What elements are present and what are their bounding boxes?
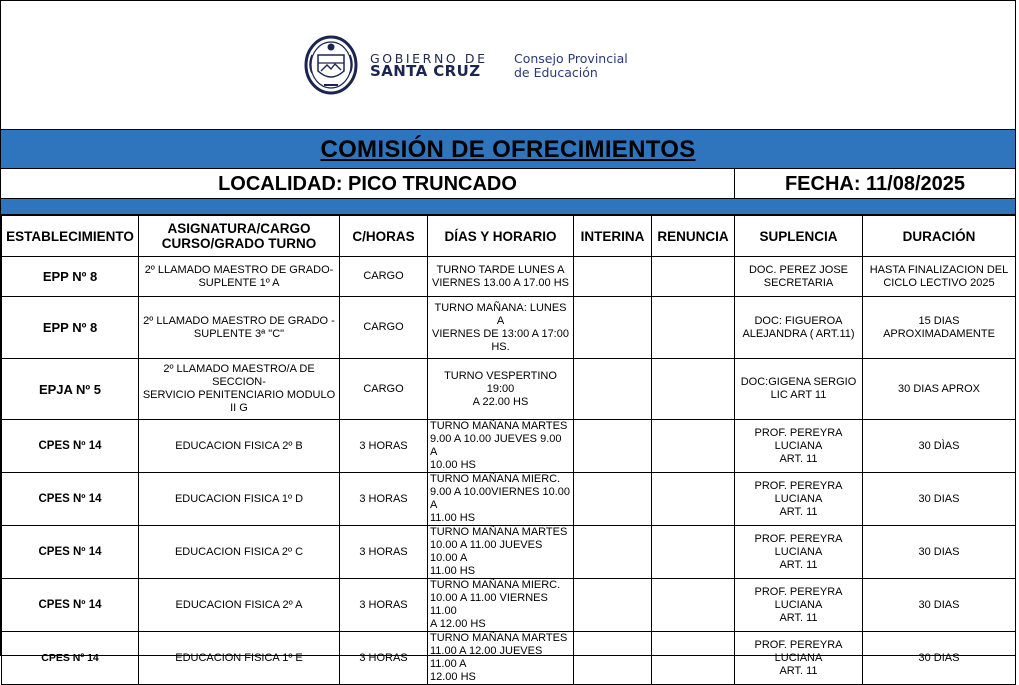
cell-horas: 3 HORAS [340,473,428,526]
col-renuncia: RENUNCIA [652,216,735,257]
cell-dias [428,297,574,359]
cell-dias [428,473,574,526]
cell-establecimiento: CPES Nº 14 [2,473,139,526]
cell-line: 30 DIAS [918,545,960,558]
cell-renuncia [652,473,735,526]
cell-line: 30 DIAS APROX [898,382,980,395]
cell-asignatura [139,420,340,473]
cell-line: 30 DÌAS [918,439,960,452]
cell-establecimiento: EPP Nº 8 [2,257,139,297]
government-label: GOBIERNO DE [370,51,488,66]
table-row [2,579,1016,632]
cell-line: 30 DIAS [918,492,960,505]
cell-line: TURNO TARDE LUNES A [436,263,565,276]
cell-dias [428,257,574,297]
cell-line: SUPLENTE 3ª "C" [193,327,285,340]
cell-establecimiento: CPES Nº 14 [2,579,139,632]
cell-line: 10.00 A 11.00 VIERNES 11.00 [430,592,548,617]
table-row [2,257,1016,297]
cell-line: 10.00 HS [430,459,476,471]
cell-line: VIERNES DE 13:00 A 17:00 [432,327,569,340]
cell-suplencia [735,632,863,685]
cell-line: EDUCACION FISICA 2º A [175,598,303,611]
cell-horas: CARGO [340,359,428,420]
cell-horas: 3 HORAS [340,526,428,579]
cell-line: SECRETARIA [763,276,834,289]
cell-asignatura [139,473,340,526]
cell-suplencia [735,420,863,473]
cell-line: TURNO MAÑANA: LUNES A [434,301,567,327]
table-row [2,632,1016,685]
localidad-label: LOCALIDAD: PICO TRUNCADO [1,169,735,198]
document-title: COMISIÓN DE OFRECIMIENTOS [320,136,696,163]
cell-duracion [863,359,1016,420]
cell-establecimiento: EPJA Nº 5 [2,359,139,420]
cell-line: SUPLENTE 1º A [198,276,280,289]
cell-line: ALEJANDRA ( ART.11) [742,327,855,340]
cell-dias [428,632,574,685]
cell-line: ART. 11 [779,505,818,518]
cell-line: DOC: FIGUEROA [754,314,843,327]
fecha-label: FECHA: 11/08/2025 [784,173,966,195]
council-line-1: Consejo Provincial [514,51,628,66]
col-asignatura [139,216,340,257]
cell-line: A 22.00 HS [472,395,529,408]
cell-renuncia [652,257,735,297]
province-label: SANTA CRUZ [370,62,481,80]
cell-asignatura [139,359,340,420]
cell-line: EDUCACION FISICA 1º E [175,651,303,664]
cell-line: EDUCACION FISICA 2º B [175,439,303,452]
cell-establecimiento: CPES Nº 14 [2,632,139,685]
cell-line: 10.00 A 11.00 JUEVES 10.00 A [430,539,543,564]
cell-duracion [863,297,1016,359]
cell-line: 12.00 HS [430,671,476,683]
cell-line: 15 DIAS APROXIMADAMENTE [883,314,995,340]
cell-line: HASTA FINALIZACION DEL [869,263,1009,276]
cell-line: DOC. PEREZ JOSE [748,263,849,276]
cell-line: ART. 11 [779,664,818,677]
cell-line: 9.00 A 10.00VIERNES 10.00 A [430,486,571,511]
cell-horas: 3 HORAS [340,579,428,632]
cell-duracion [863,257,1016,297]
cell-asignatura [139,526,340,579]
cell-line: PROF. PEREYRA LUCIANA [754,532,843,558]
cell-line: PROF. PEREYRA LUCIANA [754,638,843,664]
cell-asignatura [139,257,340,297]
cell-suplencia [735,473,863,526]
cell-duracion [863,473,1016,526]
cell-line: A 12.00 HS [430,618,486,630]
cell-line: 9.00 A 10.00 JUEVES 9.00 A [430,433,562,458]
cell-duracion [863,579,1016,632]
cell-renuncia [652,359,735,420]
cell-duracion [863,526,1016,579]
cell-dias [428,420,574,473]
cell-renuncia [652,579,735,632]
title-band [1,129,1015,169]
col-suplencia: SUPLENCIA [735,216,863,257]
cell-line: 11.00 A 12.00 JUEVES 11.00 A [430,645,543,670]
cell-interina [574,632,652,685]
cell-line: 2º LLAMADO MAESTRO DE GRADO - [143,314,335,327]
cell-line: TURNO MAÑANA MIERC. [430,579,561,591]
cell-renuncia [652,526,735,579]
cell-line: SERVICIO PENITENCIARIO MODULO II G [142,389,336,414]
cell-line: HS. [491,340,510,353]
cell-line: TURNO MAÑANA MARTES [430,526,568,538]
table-row [2,473,1016,526]
header-row [2,216,1016,257]
letterhead [1,1,1015,129]
cell-line: EDUCACION FISICA 1º D [174,492,304,505]
cell-line: 11.00 HS [430,512,476,524]
col-establecimiento: ESTABLECIMIENTO [2,216,139,257]
cell-line: EDUCACION FISICA 2º C [174,545,304,558]
cell-interina [574,579,652,632]
cell-renuncia [652,420,735,473]
cell-horas: CARGO [340,257,428,297]
council-label [514,52,628,80]
cell-suplencia [735,579,863,632]
cell-asignatura [139,632,340,685]
cell-line: 30 DIAS [918,651,960,664]
col-asignatura-line-1: ASIGNATURA/CARGO [167,221,311,236]
table-row [2,420,1016,473]
cell-line: 30 DIAS [918,598,960,611]
cell-asignatura [139,579,340,632]
cell-line: 2º LLAMADO MAESTRO/A DE SECCION- [163,363,315,388]
cell-line: TURNO MAÑANA MARTES [430,632,568,644]
cell-horas: 3 HORAS [340,420,428,473]
council-line-2: de Educación [514,65,598,80]
cell-suplencia [735,526,863,579]
provincial-seal-icon [304,35,358,95]
cell-suplencia [735,257,863,297]
table-row [2,297,1016,359]
location-date-row [1,169,1015,199]
col-dias: DÍAS Y HORARIO [428,216,574,257]
cell-interina [574,297,652,359]
cell-dias [428,579,574,632]
cell-line: 2º LLAMADO MAESTRO DE GRADO- [144,263,334,276]
cell-line: PROF. PEREYRA LUCIANA [754,585,843,611]
table-row [2,359,1016,420]
cell-establecimiento: EPP Nº 8 [2,297,139,359]
cell-asignatura [139,297,340,359]
cell-duracion [863,420,1016,473]
cell-horas: CARGO [340,297,428,359]
cell-line: LIC ART 11 [770,389,827,401]
cell-establecimiento: CPES Nº 14 [2,526,139,579]
col-duracion: DURACIÓN [863,216,1016,257]
cell-interina [574,473,652,526]
cell-line: TURNO VESPERTINO 19:00 [444,369,557,395]
cell-line: ART. 11 [779,452,818,465]
cell-interina [574,257,652,297]
cell-suplencia [735,359,863,420]
cell-interina [574,526,652,579]
cell-line: CICLO LECTIVO 2025 [883,276,995,289]
cell-dias [428,526,574,579]
cell-line: 11.00 HS [430,565,476,577]
cell-interina [574,420,652,473]
cell-line: PROF. PEREYRA LUCIANA [754,426,843,452]
cell-line: ART. 11 [779,611,818,624]
cell-line: DOC:GIGENA SERGIO [740,376,857,388]
cell-dias [428,359,574,420]
cell-interina [574,359,652,420]
cell-renuncia [652,632,735,685]
col-choras: C/HORAS [340,216,428,257]
cell-line: ART. 11 [779,558,818,571]
cell-establecimiento: CPES Nº 14 [2,420,139,473]
col-interina: INTERINA [574,216,652,257]
cell-duracion [863,632,1016,685]
cell-suplencia [735,297,863,359]
separator-band [1,199,1015,215]
cell-renuncia [652,297,735,359]
offers-table [1,215,1016,685]
cell-horas: 3 HORAS [340,632,428,685]
cell-line: TURNO MAÑANA MARTES [430,420,568,432]
cell-line: VIERNES 13.00 A 17.00 HS [432,276,569,289]
table-row [2,526,1016,579]
col-asignatura-line-2: CURSO/GRADO TURNO [161,236,317,251]
cell-line: TURNO MAÑANA MIERC. [430,473,561,485]
cell-line: PROF. PEREYRA LUCIANA [754,479,843,505]
